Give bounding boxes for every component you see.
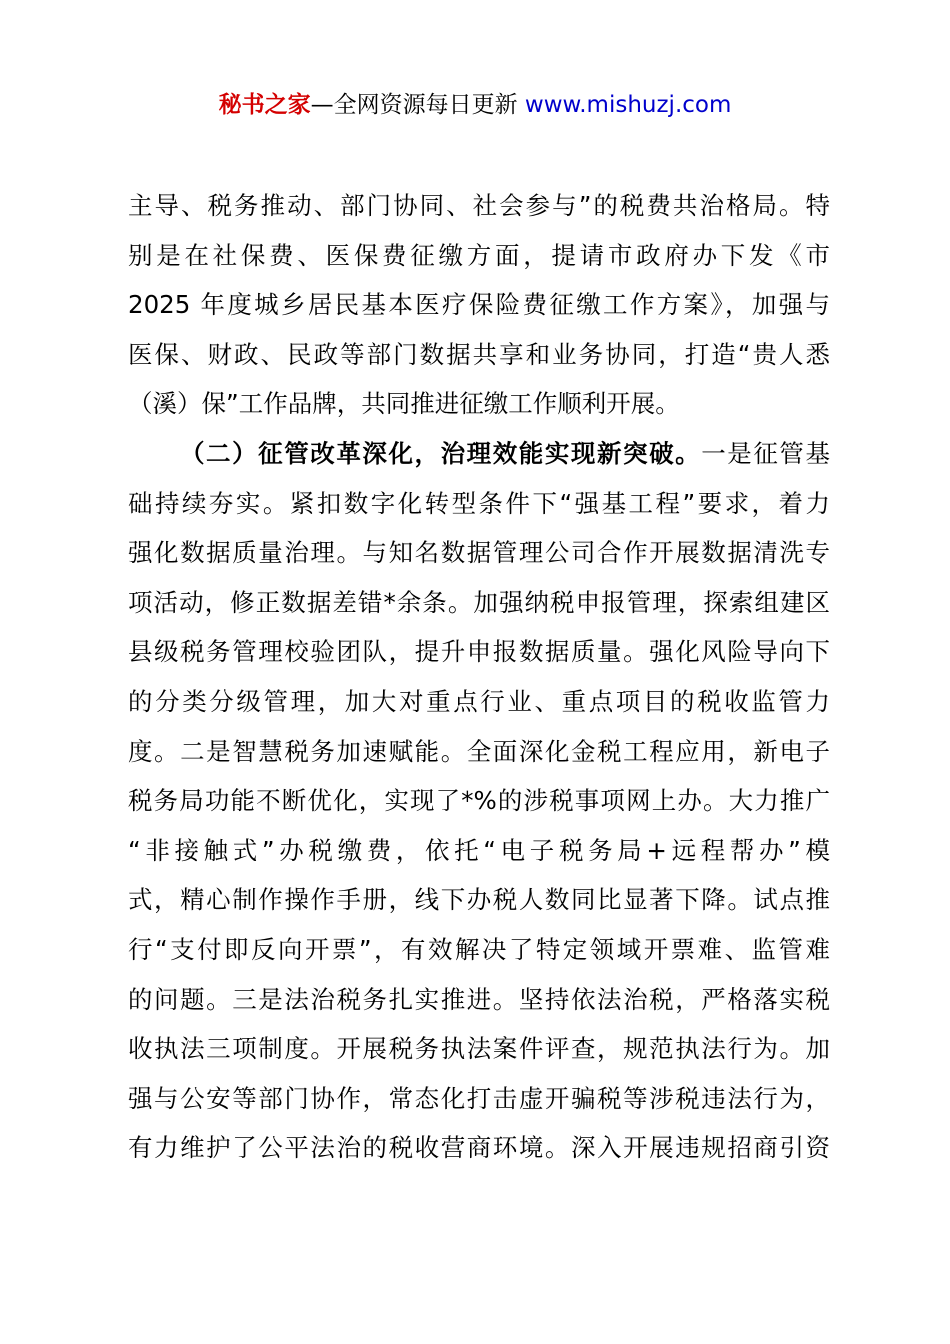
text-line: 有力维护了公平法治的税收营商环境。深入开展违规招商引资 (128, 1133, 830, 1163)
text-line: 的分类分级管理，加大对重点行业、重点项目的税收监管力 (128, 686, 830, 716)
text-line: 税务局功能不断优化，实现了*%的涉税事项网上办。大力推广 (128, 786, 830, 816)
site-tagline: —全网资源每日更新 (310, 92, 525, 118)
text-line: 一是征管基 (701, 438, 830, 468)
section-heading-line (128, 429, 830, 479)
text-line: 行“支付即反向开票”，有效解决了特定领域开票难、监管难 (128, 934, 830, 964)
text-line: 县级税务管理校验团队，提升申报数据质量。强化风险导向下 (128, 637, 830, 667)
text-line: 础持续夯实。紧扣数字化转型条件下“强基工程”要求，着力 (128, 488, 830, 518)
text-line: 项活动，修正数据差错*余条。加强纳税申报管理，探索组建区 (128, 587, 830, 617)
text-line: 的问题。三是法治税务扎实推进。坚持依法治税，严格落实税 (128, 984, 830, 1014)
site-brand: 秘书之家 (218, 92, 311, 118)
text-line: 强与公安等部门协作，常态化打击虚开骗税等涉税违法行为， (128, 1083, 830, 1113)
text-line: “非接触式”办税缴费，依托“电子税务局+远程帮办”模 (128, 835, 830, 865)
text-line: 2025 年度城乡居民基本医疗保险费征缴工作方案》，加强与 (128, 290, 830, 320)
section-heading: （二）征管改革深化，治理效能实现新突破。 (180, 438, 702, 468)
text-line: 医保、财政、民政等部门数据共享和业务协同，打造“贵人悉 (128, 339, 830, 369)
text-line: 别是在社保费、医保费征缴方面，提请市政府办下发《市 (128, 240, 830, 270)
text-line: （溪）保”工作品牌，共同推进征缴工作顺利开展。 (128, 389, 680, 419)
document-body (128, 181, 830, 1173)
site-url-link[interactable]: www.mishuzj.com (524, 92, 732, 118)
text-line: 主导、税务推动、部门协同、社会参与”的税费共治格局。特 (128, 191, 830, 220)
text-line: 度。二是智慧税务加速赋能。全面深化金税工程应用，新电子 (128, 736, 830, 766)
page-header (0, 88, 950, 122)
text-line: 收执法三项制度。开展税务执法案件评查，规范执法行为。加 (128, 1034, 830, 1064)
text-line: 强化数据质量治理。与知名数据管理公司合作开展数据清洗专 (128, 538, 830, 568)
text-line: 式，精心制作操作手册，线下办税人数同比显著下降。试点推 (128, 885, 830, 915)
